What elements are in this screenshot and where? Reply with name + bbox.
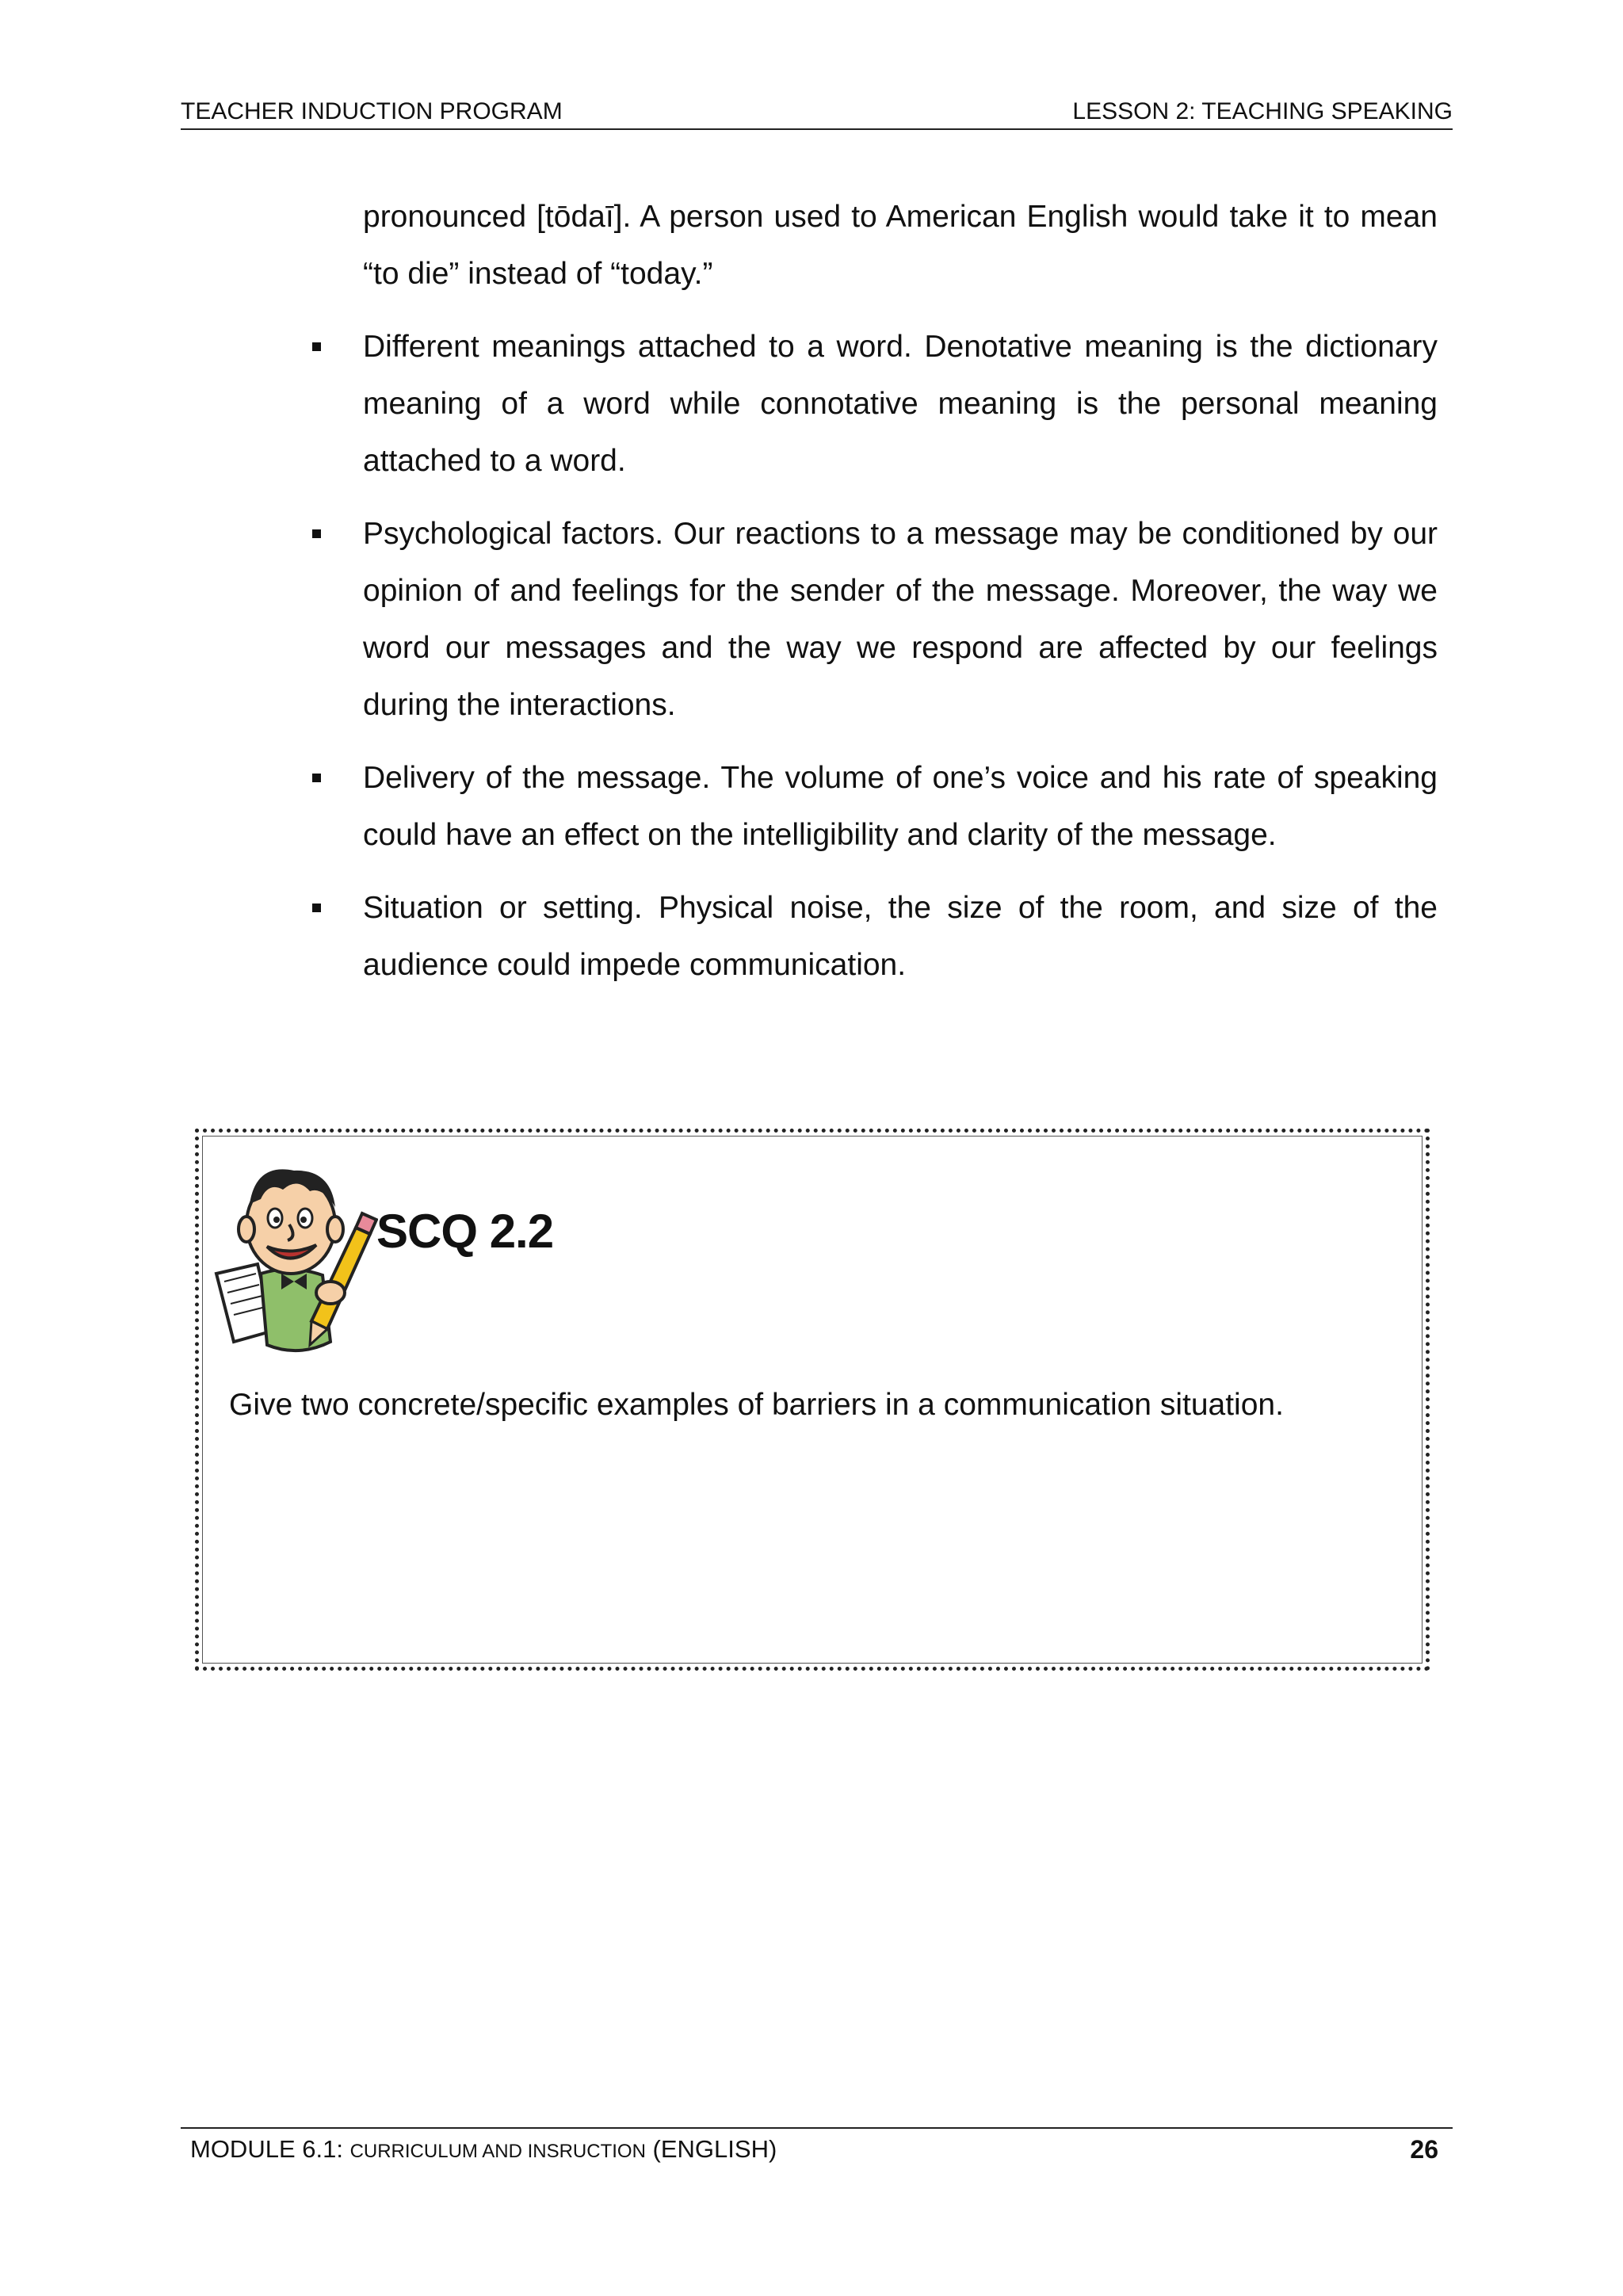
square-bullet-icon <box>312 904 321 912</box>
list-item <box>312 506 1438 734</box>
page-header <box>181 97 1453 130</box>
footer-module-title <box>190 2135 777 2164</box>
scq-question: Give two concrete/specific examples of barriers in a communication situation. <box>229 1388 1284 1422</box>
square-bullet-icon <box>312 529 321 538</box>
list-item-text: Situation or setting. Physical noise, the size of the room, and size of the audience could impede communication. <box>363 891 1438 982</box>
page-footer <box>181 2127 1453 2176</box>
square-bullet-icon <box>312 774 321 782</box>
header-lesson-title: LESSON 2: TEACHING SPEAKING <box>1072 98 1453 124</box>
list-item-text: Psychological factors. Our reactions to a message may be conditioned by our opinion of and feelings for the sender of the message. Moreover, the way we word our messages and the way we respond are affected by our feelings during the interactions. <box>363 517 1438 722</box>
barrier-list <box>312 319 1438 1010</box>
page-number: 26 <box>1410 2135 1438 2164</box>
header-program-title: TEACHER INDUCTION PROGRAM <box>181 98 563 124</box>
cartoon-man-with-pencil-icon <box>212 1155 378 1362</box>
list-item <box>312 880 1438 994</box>
scq-title: SCQ 2.2 <box>376 1205 554 1258</box>
list-item <box>312 750 1438 864</box>
list-item-text: Different meanings attached to a word. Denotative meaning is the dictionary meaning of a word while connotative meaning is the personal meaning attached to a word. <box>363 330 1438 478</box>
continuation-paragraph: pronounced [tōdaī]. A person used to American English would take it to mean “to die” instead of “today.” <box>363 200 1438 291</box>
footer-module: MODULE 6.1: <box>190 2135 350 2163</box>
list-item <box>312 319 1438 490</box>
square-bullet-icon <box>312 342 321 351</box>
footer-course: CURRICULUM AND INSRUCTION <box>349 2141 646 2162</box>
footer-subject: (ENGLISH) <box>645 2135 777 2163</box>
list-item-text: Delivery of the message. The volume of one’s voice and his rate of speaking could have an effect on the intelligibility and clarity of the message. <box>363 761 1438 852</box>
scq-box <box>195 1129 1430 1671</box>
